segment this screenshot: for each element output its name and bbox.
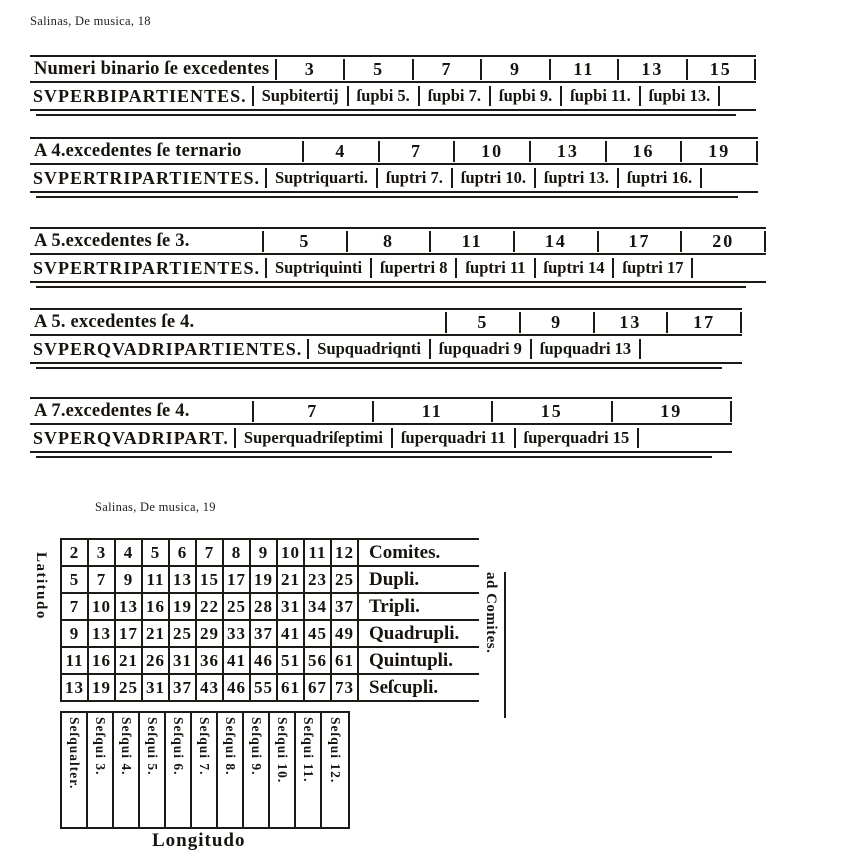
number-cell: 3 (275, 59, 343, 80)
name-cell: ſuptri 10. (451, 168, 534, 188)
row-label: Dupli. (369, 568, 420, 590)
name-cell: ſupquadri 13 (530, 339, 641, 359)
row-heading: SVPERTRIPARTIENTES. (33, 257, 260, 278)
number-cell: 13 (617, 59, 685, 80)
number-cell: 37 (251, 621, 278, 646)
table-row (30, 336, 742, 362)
sesqui-column-labels-table (60, 711, 350, 829)
name-cell: ſuptri 7. (376, 168, 451, 188)
number-cell: 73 (332, 675, 359, 700)
number-cell: 37 (332, 594, 359, 619)
number-cell: 9 (480, 59, 548, 80)
number-cell: 31 (278, 594, 305, 619)
row-heading: SVPERQVADRIPART. (33, 427, 229, 448)
row-heading: A 7.excedentes ſe 4. (34, 400, 190, 421)
number-cell: 4 (302, 141, 378, 162)
name-cell: ſuptri 16. (617, 168, 702, 188)
number-cell: 7 (378, 141, 454, 162)
number-cell: 25 (170, 621, 197, 646)
number-cell: 16 (605, 141, 681, 162)
name-cell: ſupertri 8 (370, 258, 455, 278)
number-cell: 11 (429, 231, 513, 252)
number-cell: 22 (197, 594, 224, 619)
number-cell: 33 (224, 621, 251, 646)
number-cell: 7 (89, 567, 116, 592)
column-label: Seſqui 5. (145, 717, 160, 776)
number-cell: 55 (251, 675, 278, 700)
name-cell: ſupbi 7. (418, 86, 489, 106)
table-row (30, 255, 766, 281)
number-cell: 10 (453, 141, 529, 162)
number-cell: 11 (305, 540, 332, 565)
number-cell: 29 (197, 621, 224, 646)
row-label: Tripli. (369, 595, 420, 617)
number-cell: 16 (143, 594, 170, 619)
latitudo-axis-label: Latitudo (33, 552, 49, 620)
column-label: Seſqualter. (67, 717, 82, 790)
number-cell: 7 (197, 540, 224, 565)
number-cell: 17 (597, 231, 681, 252)
number-cell: 5 (262, 231, 346, 252)
row-label: Seſcupli. (369, 676, 439, 698)
column-label-cell (140, 713, 166, 827)
number-cell: 13 (62, 675, 89, 700)
number-cell: 2 (62, 540, 89, 565)
number-cell: 61 (332, 648, 359, 673)
table-row (30, 425, 732, 451)
number-cell: 7 (62, 594, 89, 619)
number-cell: 31 (143, 675, 170, 700)
column-label: Seſqui 10. (275, 717, 290, 784)
number-cell: 49 (332, 621, 359, 646)
column-label: Seſqui 3. (93, 717, 108, 776)
number-cell: 45 (305, 621, 332, 646)
number-cell: 19 (251, 567, 278, 592)
column-label: Seſqui 6. (171, 717, 186, 776)
number-cell: 43 (197, 675, 224, 700)
number-cell: 37 (170, 675, 197, 700)
number-cell: 12 (332, 540, 359, 565)
row-heading: A 5.excedentes ſe 3. (34, 230, 190, 251)
column-label: Seſqui 4. (119, 717, 134, 776)
number-cell: 16 (89, 648, 116, 673)
number-cell: 19 (170, 594, 197, 619)
table-row (30, 229, 766, 255)
row-heading: A 4.excedentes ſe ternario (34, 140, 242, 161)
number-cell: 41 (224, 648, 251, 673)
name-cell: ſupquadri 9 (429, 339, 530, 359)
name-cell: ſupbi 13. (639, 86, 720, 106)
page-18-caption: Salinas, De musica, 18 (30, 14, 151, 28)
number-cell: 46 (224, 675, 251, 700)
ratio-table-superquadripartientes (30, 308, 742, 364)
number-cell: 34 (305, 594, 332, 619)
name-cell: Suptriquarti. (265, 168, 376, 188)
number-cell: 20 (680, 231, 766, 252)
number-cell: 56 (305, 648, 332, 673)
number-cell: 7 (412, 59, 480, 80)
row-label: Quintupli. (369, 649, 453, 671)
number-cell: 9 (116, 567, 143, 592)
number-cell: 17 (666, 312, 742, 333)
row-heading: SVPERBIPARTIENTES. (33, 85, 247, 106)
number-cell: 9 (251, 540, 278, 565)
ratio-table-superquadripart (30, 397, 732, 453)
number-cell: 46 (251, 648, 278, 673)
column-label: Seſqui 12. (328, 717, 343, 784)
number-cell: 7 (252, 401, 372, 422)
number-cell: 13 (593, 312, 667, 333)
table-row (62, 675, 479, 702)
number-cell: 13 (89, 621, 116, 646)
name-cell: ſuptri 11 (455, 258, 533, 278)
name-cell: ſuptri 13. (534, 168, 617, 188)
name-cell: Superquadriſeptimi (234, 428, 391, 448)
number-cell: 15 (491, 401, 611, 422)
number-cell: 25 (116, 675, 143, 700)
comites-grid-table (60, 538, 479, 702)
page-19-caption: Salinas, De musica, 19 (95, 500, 216, 514)
name-cell: Supbitertij (252, 86, 347, 106)
longitudo-axis-label: Longitudo (152, 830, 246, 851)
number-cell: 15 (686, 59, 756, 80)
number-cell: 5 (343, 59, 411, 80)
ad-comites-axis-label: ad Comites. (482, 572, 506, 718)
number-cell: 5 (62, 567, 89, 592)
number-cell: 19 (89, 675, 116, 700)
column-label-cell (322, 713, 348, 827)
number-cell: 31 (170, 648, 197, 673)
number-cell: 11 (62, 648, 89, 673)
number-cell: 4 (116, 540, 143, 565)
table-row (30, 310, 742, 336)
ratio-table-supertripartientes-2 (30, 227, 766, 283)
row-label: Comites. (369, 541, 441, 563)
number-cell: 25 (224, 594, 251, 619)
table-row (62, 594, 479, 621)
table-row (62, 648, 479, 675)
column-label-cell (114, 713, 140, 827)
table-row (30, 165, 758, 191)
number-cell: 13 (170, 567, 197, 592)
number-cell: 5 (143, 540, 170, 565)
number-cell: 6 (170, 540, 197, 565)
row-heading: Numeri binario ſe excedentes (34, 58, 270, 79)
number-cell: 14 (513, 231, 597, 252)
number-cell: 21 (116, 648, 143, 673)
column-label: Seſqui 7. (197, 717, 212, 776)
column-label: Seſqui 11. (301, 717, 316, 783)
number-cell: 3 (89, 540, 116, 565)
name-cell: ſupbi 9. (489, 86, 560, 106)
column-label-cell (166, 713, 192, 827)
number-cell: 28 (251, 594, 278, 619)
table-row (30, 399, 732, 425)
number-cell: 11 (549, 59, 617, 80)
number-cell: 21 (143, 621, 170, 646)
number-cell: 23 (305, 567, 332, 592)
table-row (62, 567, 479, 594)
name-cell: ſupbi 5. (347, 86, 418, 106)
column-label: Seſqui 8. (223, 717, 238, 776)
number-cell: 5 (445, 312, 519, 333)
name-cell: Supquadriqnti (307, 339, 429, 359)
table-row (30, 139, 758, 165)
ratio-table-supertripartientes-1 (30, 137, 758, 193)
name-cell: ſuperquadri 11 (391, 428, 514, 448)
column-label-cell (88, 713, 114, 827)
name-cell: ſuperquadri 15 (514, 428, 640, 448)
table-row (30, 57, 756, 83)
name-cell: ſuptri 14 (534, 258, 613, 278)
table-row (62, 621, 479, 648)
number-cell: 8 (224, 540, 251, 565)
number-cell: 13 (529, 141, 605, 162)
number-cell: 17 (116, 621, 143, 646)
number-cell: 61 (278, 675, 305, 700)
number-cell: 26 (143, 648, 170, 673)
column-label-cell (296, 713, 322, 827)
name-cell: ſupbi 11. (560, 86, 639, 106)
number-cell: 10 (89, 594, 116, 619)
number-cell: 11 (372, 401, 492, 422)
row-heading: SVPERTRIPARTIENTES. (33, 167, 260, 188)
number-cell: 51 (278, 648, 305, 673)
number-cell: 19 (680, 141, 758, 162)
number-cell: 19 (611, 401, 733, 422)
number-cell: 41 (278, 621, 305, 646)
row-label: Quadrupli. (369, 622, 460, 644)
number-cell: 9 (519, 312, 593, 333)
number-cell: 10 (278, 540, 305, 565)
table-row (30, 83, 756, 109)
number-cell: 9 (62, 621, 89, 646)
number-cell: 17 (224, 567, 251, 592)
number-cell: 8 (346, 231, 430, 252)
column-label-cell (62, 713, 88, 827)
column-label-cell (192, 713, 218, 827)
number-cell: 15 (197, 567, 224, 592)
name-cell: Suptriquinti (265, 258, 370, 278)
table-row (62, 540, 479, 567)
column-label: Seſqui 9. (249, 717, 264, 776)
row-heading: SVPERQVADRIPARTIENTES. (33, 338, 303, 359)
name-cell: ſuptri 17 (612, 258, 693, 278)
column-label-cell (270, 713, 296, 827)
row-heading: A 5. excedentes ſe 4. (34, 311, 195, 332)
number-cell: 67 (305, 675, 332, 700)
number-cell: 21 (278, 567, 305, 592)
number-cell: 36 (197, 648, 224, 673)
column-label-cell (244, 713, 270, 827)
number-cell: 13 (116, 594, 143, 619)
number-cell: 25 (332, 567, 359, 592)
column-label-cell (218, 713, 244, 827)
number-cell: 11 (143, 567, 170, 592)
ratio-table-superbipartientes (30, 55, 756, 111)
